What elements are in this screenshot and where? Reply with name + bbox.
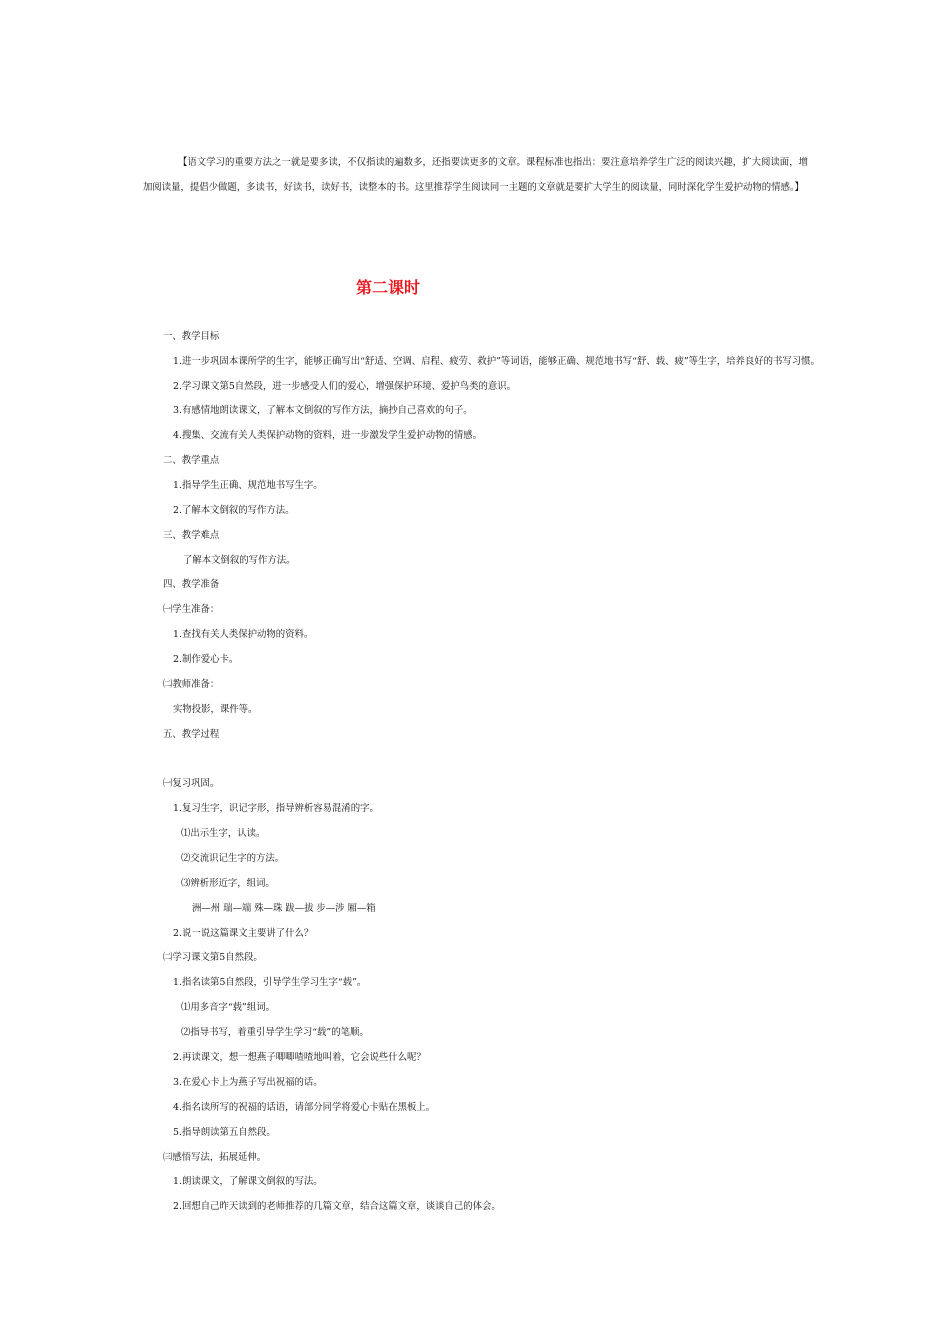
subsection-heading: ㈡学习课文第5自然段。 <box>163 952 263 963</box>
list-item: 4.搜集、交流有关人类保护动物的资料，进一步激发学生爱护动物的情感。 <box>173 430 482 441</box>
list-item: 4.指名读所写的祝福的话语，请部分同学将爱心卡贴在黑板上。 <box>173 1102 436 1113</box>
list-item: ⑵交流识记生字的方法。 <box>181 853 285 864</box>
list-item: 1.指名读第5自然段，引导学生学习生字“载”。 <box>173 977 367 988</box>
list-item: 了解本文倒叙的写作方法。 <box>183 555 296 566</box>
section-heading: 二、教学重点 <box>163 455 220 466</box>
list-item: ⑴用多音字“载”组词。 <box>181 1002 275 1013</box>
list-item: 3.在爱心卡上为燕子写出祝福的话。 <box>173 1077 323 1088</box>
section-heading: 一、教学目标 <box>163 331 220 342</box>
list-item: 1.指导学生正确、规范地书写生字。 <box>173 480 323 491</box>
subsection-heading: ㈡教师准备： <box>163 679 220 690</box>
section-heading: 三、教学难点 <box>163 530 220 541</box>
list-item: 2.学习课文第5自然段，进一步感受人们的爱心，增强保护环境、爱护鸟类的意识。 <box>173 381 517 392</box>
list-item: 2.说一说这篇课文主要讲了什么？ <box>173 928 314 939</box>
list-item: 2.了解本文倒叙的写作方法。 <box>173 505 295 516</box>
list-item: 2.制作爱心卡。 <box>173 654 239 665</box>
list-item: 1.进一步巩固本课所学的生字，能够正确写出“舒适、空调、启程、疲劳、救护”等词语，能够正确、规范地书写“舒、载、疲”等生字，培养良好的书写习惯。 <box>173 356 820 367</box>
list-item: ⑶辨析形近字，组词。 <box>181 878 275 889</box>
list-item: 实物投影，课件等。 <box>173 704 258 715</box>
list-item: 1.查找有关人类保护动物的资料。 <box>173 629 314 640</box>
subsection-heading: ㈠学生准备： <box>163 604 220 615</box>
list-item: 1.朗读课文，了解课文倒叙的写法。 <box>173 1176 323 1187</box>
section-heading: 四、教学准备 <box>163 579 220 590</box>
list-item: 5.指导朗读第五自然段。 <box>173 1127 276 1138</box>
list-item: ⑴出示生字，认读。 <box>181 828 266 839</box>
section-heading: 五、教学过程 <box>163 729 220 740</box>
list-item: 2.再读课文，想一想燕子唧唧喳喳地叫着，它会说些什么呢？ <box>173 1052 426 1063</box>
word-pairs: 洲—州 瑞—端 殊—珠 跋—拔 步—涉 厢—箱 <box>192 903 376 914</box>
list-item: 2.回想自己昨天读到的老师推荐的几篇文章，结合这篇文章，谈谈自己的体会。 <box>173 1201 501 1212</box>
subsection-heading: ㈠复习巩固。 <box>163 778 220 789</box>
subsection-heading: ㈢感悟写法，拓展延伸。 <box>163 1152 267 1163</box>
list-item: 1.复习生字，识记字形，指导辨析容易混淆的字。 <box>173 803 379 814</box>
intro-paragraph: 【语文学习的重要方法之一就是要多读，不仅指读的遍数多，还指要读更多的文章。课程标准也指出：要注意培养学生广泛的阅读兴趣，扩大阅读面，增加阅读量，提倡少做题，多读书，好读书，读好书，读整本的书。这里推荐学生阅读同一主题的文章就是要扩大学生的阅读量，同时深化学生爱护动物的情感。】 <box>143 157 808 193</box>
list-item: 3.有感情地朗读课文，了解本文倒叙的写作方法，摘抄自己喜欢的句子。 <box>173 405 473 416</box>
list-item: ⑵指导书写，着重引导学生学习“载”的笔顺。 <box>181 1027 369 1038</box>
lesson-title: 第二课时 <box>355 278 420 297</box>
